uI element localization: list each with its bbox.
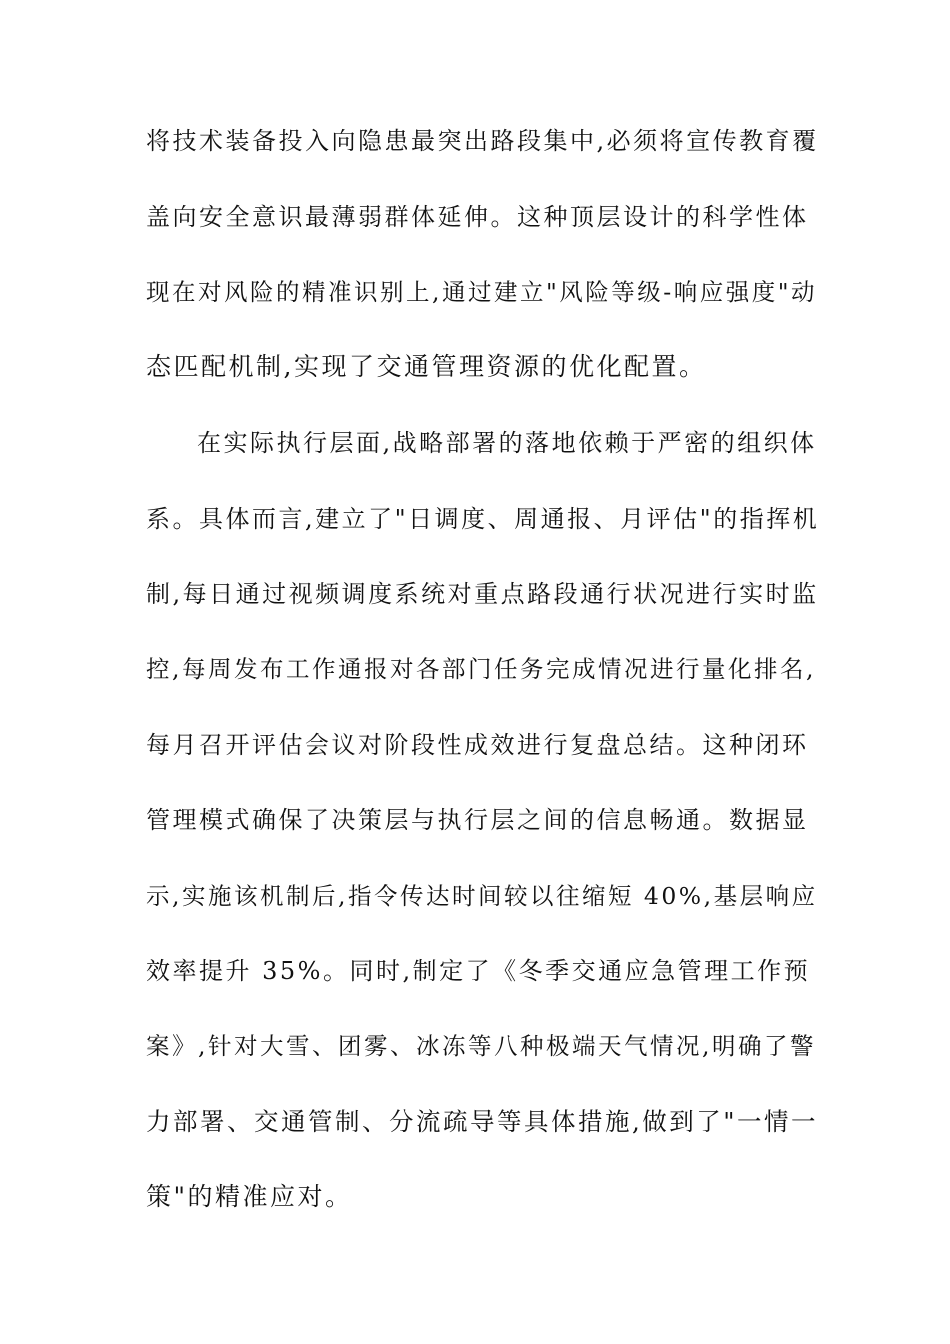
- paragraph-1-line-2: 盖向安全意识最薄弱群体延伸。这种顶层设计的科学性体: [146, 203, 809, 231]
- paragraph-2-line-11: 策"的精准应对。: [146, 1182, 353, 1211]
- paragraph-2-line-6: 管理模式确保了决策层与执行层之间的信息畅通。数据显: [146, 806, 809, 834]
- paragraph-1-line-4: 态匹配机制,实现了交通管理资源的优化配置。: [146, 352, 707, 381]
- paragraph-1-line-1: 将技术装备投入向隐患最突出路段集中,必须将宣传教育覆: [146, 127, 819, 155]
- paragraph-2-line-4: 控,每周发布工作通报对各部门任务完成情况进行量化排名,: [146, 655, 816, 683]
- paragraph-1-line-3: 现在对风险的精准识别上,通过建立"风险等级-响应强度"动: [146, 278, 818, 306]
- paragraph-2-line-7: 示,实施该机制后,指令传达时间较以往缩短 40%,基层响应: [146, 882, 818, 910]
- paragraph-2-line-8: 效率提升 35%。同时,制定了《冬季交通应急管理工作预: [146, 957, 811, 985]
- paragraph-2-line-2: 系。具体而言,建立了"日调度、周通报、月评估"的指挥机: [146, 505, 820, 533]
- paragraph-2-line-10: 力部署、交通管制、分流疏导等具体措施,做到了"一情一: [146, 1107, 819, 1136]
- paragraph-2-line-3: 制,每日通过视频调度系统对重点路段通行状况进行实时监: [146, 580, 819, 608]
- paragraph-2-line-9: 案》,针对大雪、团雾、冰冻等八种极端天气情况,明确了警: [146, 1032, 816, 1060]
- paragraph-2-line-1: 在实际执行层面,战略部署的落地依赖于严密的组织体: [197, 429, 817, 457]
- paragraph-2-line-5: 每月召开评估会议对阶段性成效进行复盘总结。这种闭环: [146, 731, 809, 759]
